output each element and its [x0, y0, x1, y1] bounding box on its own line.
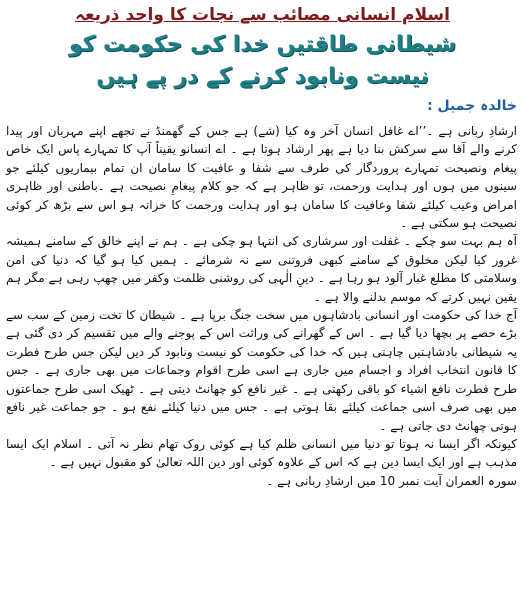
kicker-title: اسلام انسانی مصائب سے نجات کا واحد ذریعہ [75, 5, 450, 25]
paragraph: آہ ہم بہت سو چکے ۔ غفلت اور سرشاری کی انتہا ہو چکی ہے ۔ ہم نے اپنے خالق کے سامنے ہمیشہ غرور کیا لیکن مخلوق کے سامنے کبھی فروتنی سے نہ شرمائے ۔ ہمیں کیا ہو گیا کہ دنیا کی امن وسلامتی کا مطلع غبار آلود ہو رہا ہے ۔ دینِ الٰہی کی روشنی ظلمت وکفر میں چھپ رہی ہے مگر ہم یقین نہیں کرتے کہ موسم بدلنے والا ہے ۔ [6, 234, 517, 304]
paragraph: ارشادِ ربانی ہے ۔’’اے غافل انسان آخر وہ کیا (شے) ہے جس کے گھمنڈ نے تجھے اپنے مہربان اور پیدا کرنے والے آقا سے سرکش بنا دیا ہے پھر ارشاد ہوتا ہے ۔ اے انسانو یقیناً آپ کا تمہارے پاس ایک خاص پیغام ونصیحت تمہارے پروردگار کی طرف سے شفا و عافیت کا سامان ان تمام بیماریوں کیلئے جو سینوں میں ہوں اور ہدایت ورحمت، تو ظاہر ہے کہ جو کلام پیغامِ نصیحت ہے ۔باطنی اور ظاہری امراض وعیب کیلئے شفا وعافیت کا سامان ہو اور ہدایت ورحمت کا خزانہ ہو اس سے بڑھ کر کوئی نصیحت ہو سکتی ہے ۔ [6, 124, 517, 231]
paragraph: آج خدا کی حکومت اور انسانی بادشاہوں میں سخت جنگ برپا ہے ۔ شیطان کا تخت زمین کے سب سے بڑے حصے پر بچھا دیا گیا ہے ۔ اس کے گھرانے کی وراثت اس کے پوجنے والے میں تقسیم کر دی گئی ہے یہ شیطانی بادشاہتیں چاہتی ہیں کہ خدا کی حکومت کو نیست ونابود کر دیں لیکن جس طرح فطرت کا قانون انتخاب افراد و اجسام میں جاری ہے اسی طرح اقوام وجماعات میں بھی جاری ہے ۔ جس طرح فطرت نافع اشیاء کو باقی رکھتی ہے ۔ غیر نافع کو چھانٹ دیتی ہے ۔ ٹھیک اسی طرح جماعتوں میں بھی صرف اسی جماعت کیلئے بقا ہوتی ہے ۔ جس میں دنیا کیلئے نفع ہو ۔ جو جماعت غیر نافع ہوتی چھانٹ دی جاتی ہے ۔ [6, 308, 517, 433]
headline-line-1: شیطانی طاقتیں خدا کی حکومت کو [68, 32, 457, 57]
paragraph: سورہ العمران آیت نمبر 10 میں ارشادِ ربانی ہے ۔ [266, 473, 517, 488]
paragraph: کیونکہ اگر ایسا نہ ہوتا تو دنیا میں انسانی ظلم کیا ہے کوئی روک تھام نظر نہ آتی ۔ اسلام ایک ایسا مذہب ہے اور ایک ایسا دین ہے کہ اس کے علاوہ کوئی اور دین اللہ تعالیٰ کو مقبول نہیں ہے ۔ [6, 436, 517, 470]
headline-line-2: نیست ونابود کرنے کے در پے ہیں [96, 64, 429, 89]
author-byline: خالدہ جمیل : [427, 98, 517, 114]
article-body [6, 122, 517, 490]
